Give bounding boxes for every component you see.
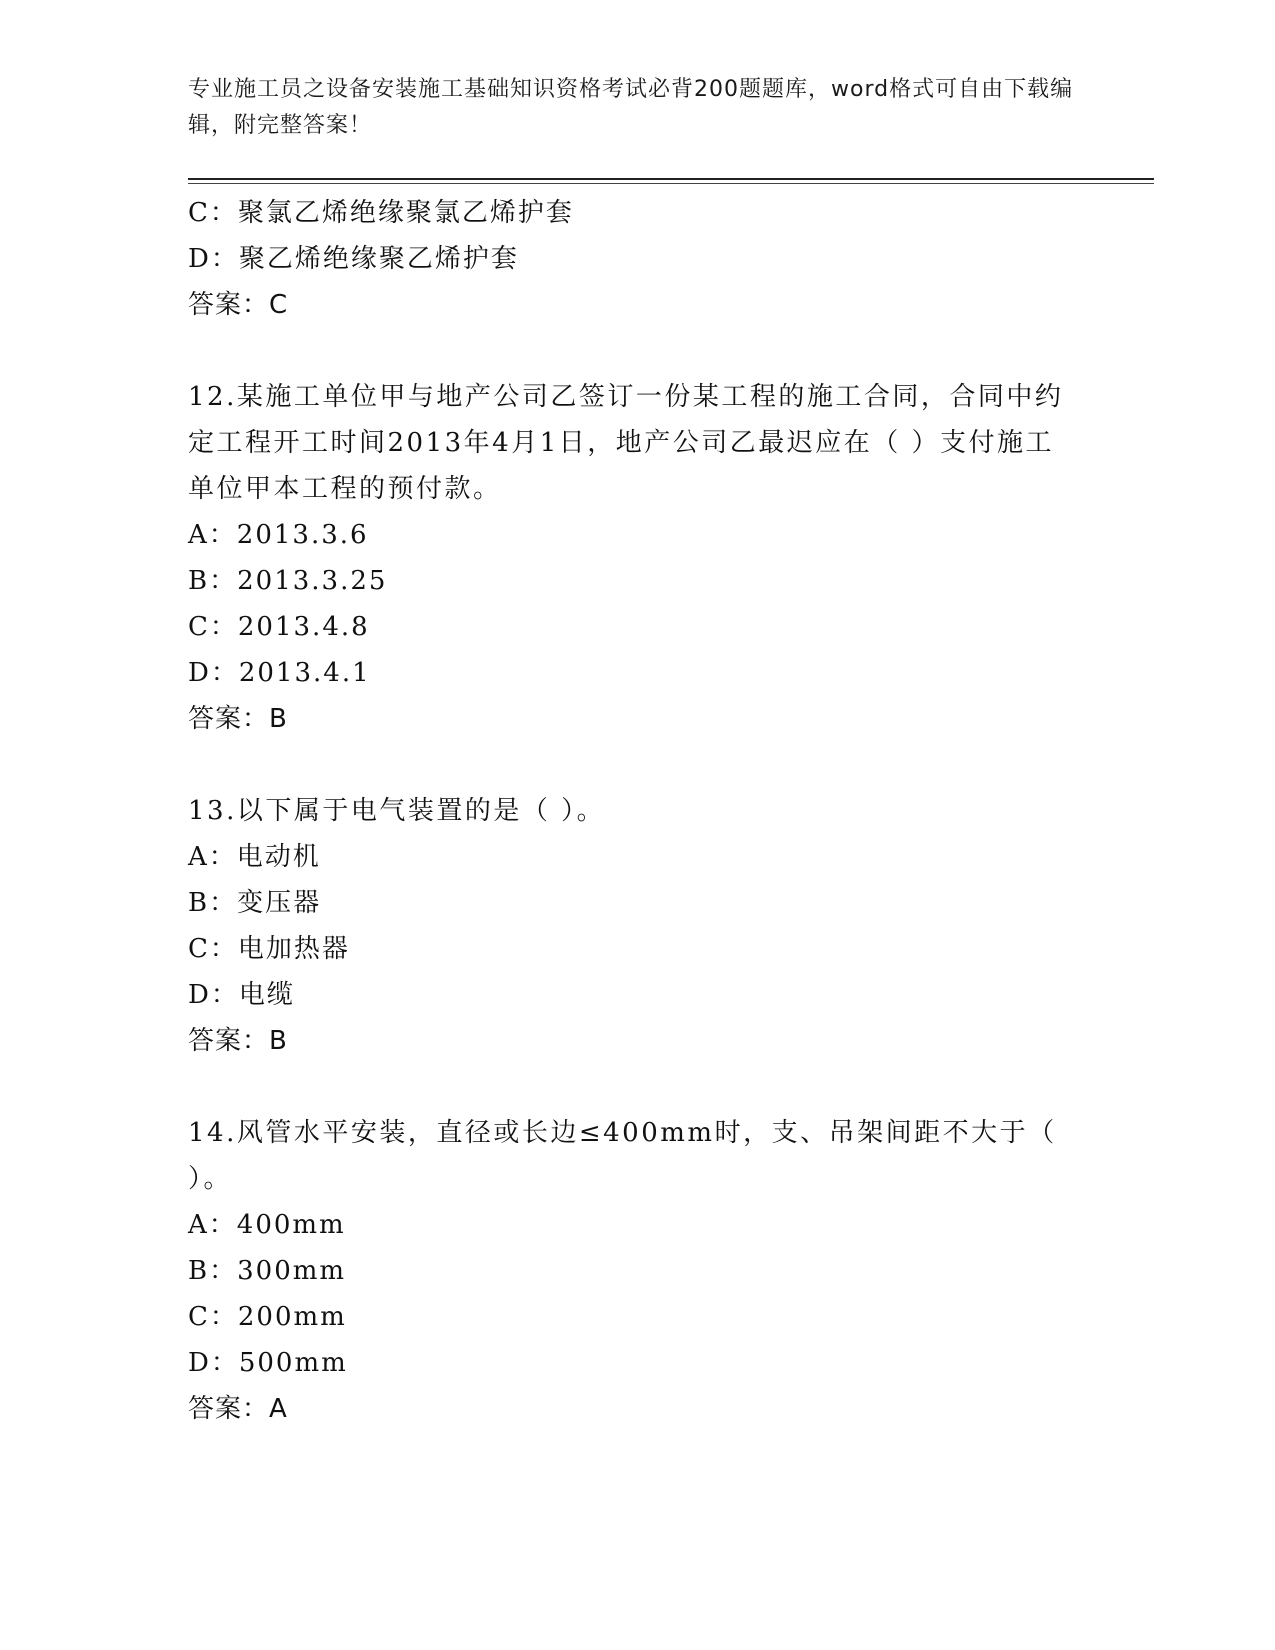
option-c: C：2013.4.8 (188, 612, 370, 642)
option-c: C：聚氯乙烯绝缘聚氯乙烯护套 (188, 198, 574, 228)
option-d: D：2013.4.1 (188, 658, 371, 688)
option-c: C：200mm (188, 1302, 347, 1332)
header-divider-thin (188, 183, 1154, 184)
answer-line: 答案：B (188, 1026, 288, 1056)
question-stem: 13.以下属于电气装置的是（ ）。 (188, 796, 606, 826)
option-b: B：300mm (188, 1256, 347, 1286)
option-d: D：电缆 (188, 980, 295, 1010)
option-b: B：变压器 (188, 888, 322, 918)
spacer (188, 742, 1088, 788)
previous-question-block (188, 190, 1088, 328)
question-stem: 14.风管水平安装，直径或长边≤400mm时，支、吊架间距不大于（ ）。 (188, 1118, 1057, 1194)
option-d: D：500mm (188, 1348, 348, 1378)
header-divider-thick (188, 178, 1154, 180)
question-12 (188, 374, 1088, 742)
option-a: A：2013.3.6 (188, 520, 369, 550)
answer-line: 答案：C (188, 290, 289, 320)
question-stem: 12.某施工单位甲与地产公司乙签订一份某工程的施工合同，合同中约定工程开工时间2013年4月1日，地产公司乙最迟应在（ ）支付施工单位甲本工程的预付款。 (188, 382, 1064, 504)
answer-line: 答案：B (188, 704, 288, 734)
option-d: D：聚乙烯绝缘聚乙烯护套 (188, 244, 519, 274)
option-a: A：电动机 (188, 842, 321, 872)
spacer (188, 328, 1088, 374)
question-list (188, 190, 1088, 1432)
question-14 (188, 1110, 1088, 1432)
option-c: C：电加热器 (188, 934, 350, 964)
question-13 (188, 788, 1088, 1064)
spacer (188, 1064, 1088, 1110)
option-b: B：2013.3.25 (188, 566, 388, 596)
document-header: 专业施工员之设备安装施工基础知识资格考试必背200题题库，word格式可自由下载编辑，附完整答案！ (188, 77, 1074, 138)
option-a: A：400mm (188, 1210, 346, 1240)
answer-line: 答案：A (188, 1394, 288, 1424)
